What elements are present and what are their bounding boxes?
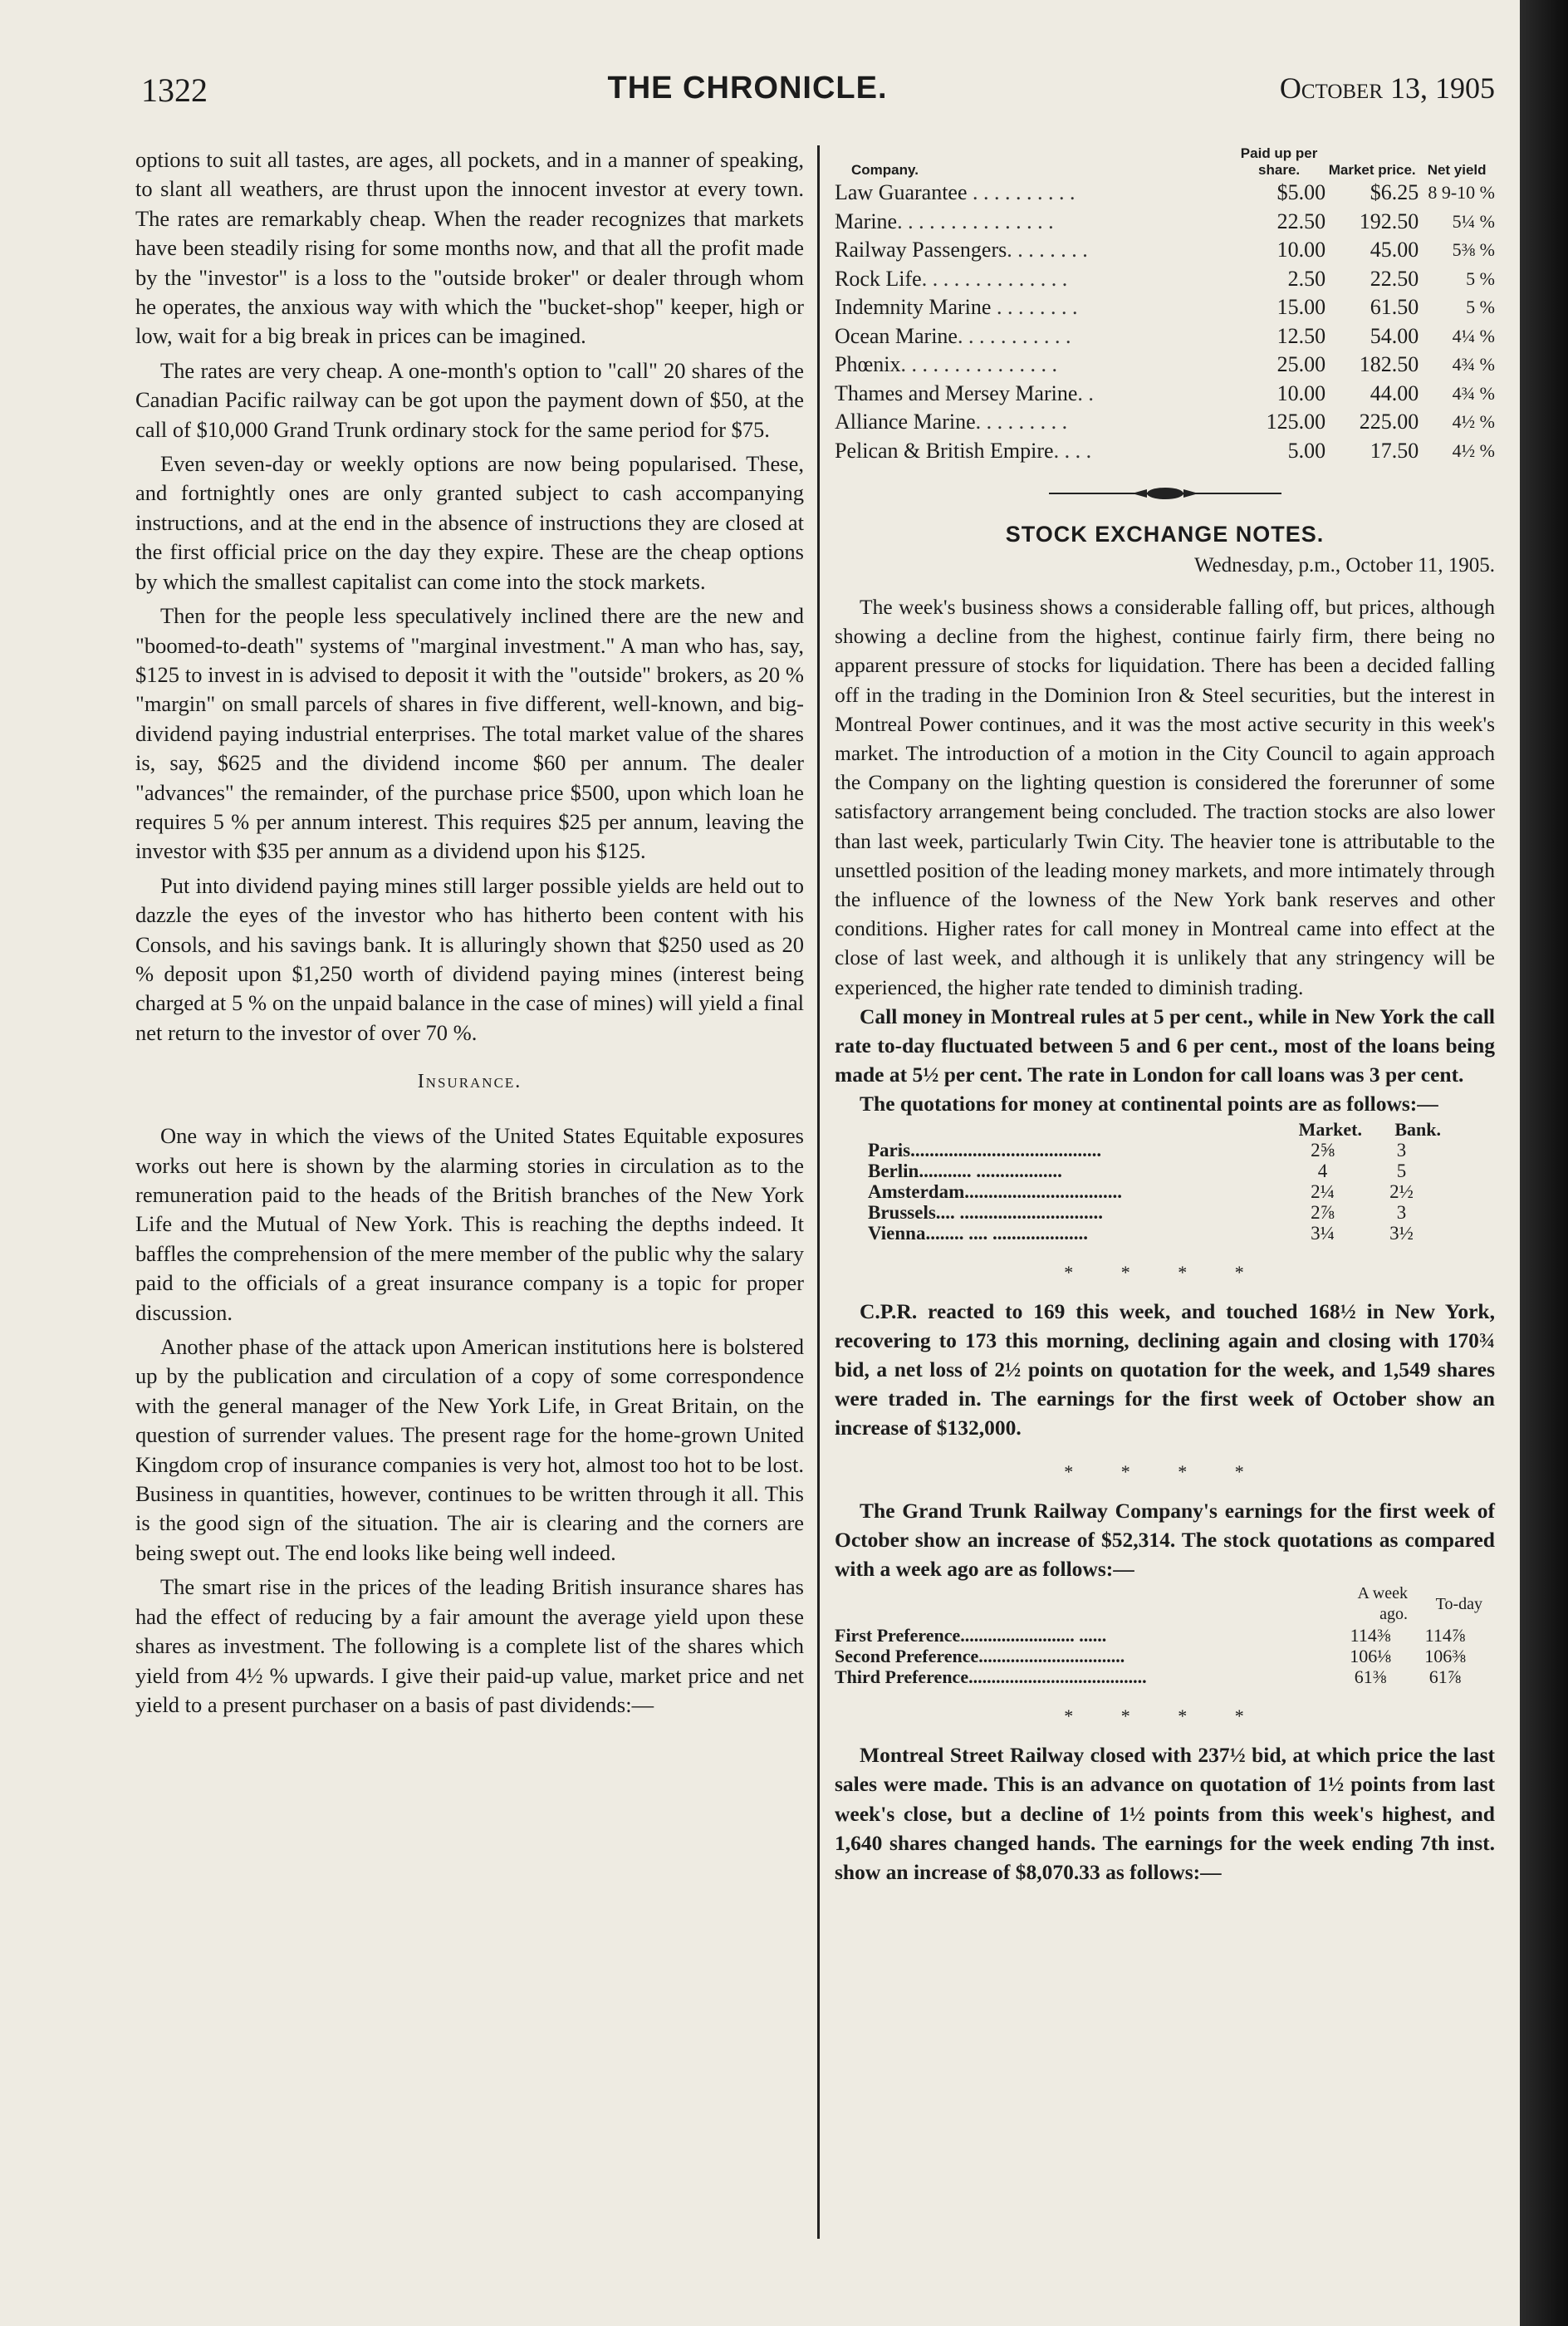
net-yield: 5 % [1466,267,1495,289]
header-market: Market price. [1328,162,1416,178]
paid-up-value: 15.00 [1276,295,1326,319]
leader-dots: . . [1077,380,1094,405]
article-paragraph: The week's business shows a considerable falling off, but prices, although showing a decline from the highest, continue fairly firm, there being no apparent pressure of stocks for liquidation. There has been a decided falling off in the trading in the Dominion Iron & Steel securities, but the interest in Montreal Power continues, and it was the most active security in this week's market. The introduction of a motion in the City Council to again approach the Company on the lighting question is considered the forerunner of some satisfactory arrangement being concluded. The traction stocks are also lower than last week, particularly Twin City. The heavier tone is attributable to the unsettled position of the leading money markets, and more intimately through the influence of the lowness of the New York bank reserves and other conditions. Higher rates for call money in Montreal came into effect at the close of last week, and although it is unlikely that any stringency will be experienced, the higher rate tended to diminish trading. [835,595,1495,999]
leader-dots: ......................... ...... [960,1625,1107,1646]
table-row [835,293,1495,322]
leader-dots: ........................................ [910,1139,1102,1161]
paid-up-value: 10.00 [1276,238,1326,262]
week-ago-price: 61⅜ [1354,1666,1387,1688]
stock-name: Second Preference [835,1646,979,1667]
paid-up-value: 12.50 [1276,323,1326,348]
header-market: Market. [1298,1118,1362,1140]
article-paragraph: options to suit all tastes, are ages, all pockets, and in a manner of speaking, to slant all weathers, are thrust upon the innocent investor at every town. The rates are remarkably cheap. When the reader recognizes that markets have been steadily rising for some months now, and that all the profit made by the "investor" is a loss to the "outside broker" or dealer through whom he operates, the anxious way with which the "bucket-shop" keeper, high or low, wait for a big break in prices can be imagined. [135,147,804,349]
market-rate: 4 [1317,1160,1328,1181]
paid-up-value: 2.50 [1287,266,1326,291]
table-header-row [868,1119,1441,1140]
leader-dots: . . . . . . . . [991,295,1078,319]
table-row [835,265,1495,294]
section-heading: Insurance. [417,1071,522,1093]
table-row [835,179,1495,208]
article-paragraph: Even seven-day or weekly options are now being popularised. These, and fortnightly ones are only granted subject to cash accompanying instructions, and at the end in the absence of instructions they are closed at the first official price on the day they expire. These are the cheap options by which the smallest capitalist can come into the stock markets. [135,451,804,594]
header-paid-up: Paid up per share. [1240,145,1318,178]
section-ornament [835,483,1495,508]
bank-rate: 3½ [1389,1222,1414,1244]
paid-up-value: $5.00 [1276,180,1326,204]
paid-up-value: 5.00 [1287,438,1326,463]
market-rate: 2¼ [1311,1180,1335,1202]
table-row [835,351,1495,380]
market-price: 192.50 [1359,209,1419,233]
article-paragraph: Then for the people less speculatively inclined there are the new and "boomed-to-death" systems of "marginal investment." A man who has, say, $125 to invest in is advised to deposit it with the "outside" brokers, as 20 % "margin" on small parcels of shares in five different, well-known, and big-dividend paying industrial enterprises. The total market value of the shares is, say, $625 and the dividend income $60 per annum. The dealer "advances" the remainder, of the purchase price $500, upon which loan he requires 5 % per annum interest. This requires $25 per annum, leaving the investor with $35 per annum as a dividend upon his $125. [135,603,804,864]
leader-dots: . . . . . . . . . . [967,180,1076,204]
column-divider [817,145,820,2239]
page-header [0,71,1495,120]
net-yield: 4¾ % [1452,382,1495,404]
market-price: 22.50 [1370,266,1419,291]
company-name: Pelican & British Empire [835,438,1054,463]
today-price: 61⅞ [1428,1666,1462,1688]
table-row [835,380,1495,409]
net-yield: 8 9-10 % [1428,182,1495,203]
paid-up-value: 25.00 [1276,352,1326,376]
table-row [835,437,1495,466]
city-name: Amsterdam [868,1180,965,1202]
net-yield: 5⅜ % [1452,239,1495,260]
city-name: Paris [868,1139,911,1161]
bank-rate: 3 [1396,1139,1407,1161]
stock-name: First Preference [835,1625,961,1646]
leader-dots: ................................ [978,1646,1125,1667]
article-paragraph: Montreal Street Railway closed with 237½ bid, at which price the last sales were made. This is an advance on quotation of 1½ points from last week's close, but a decline of 1½ points from this week's highest, and 1,640 shares changed hands. The earnings for the week ending 7th inst. show an increase of $8,070.33 as follows:— [835,1743,1495,1885]
market-price: 61.50 [1370,295,1419,319]
article-paragraph: C.P.R. reacted to 169 this week, and touched 168½ in New York, recovering to 173 this morning, declining again and closing with 170¾ bid, a net loss of 2½ points on quotation for the week, and 1,549 shares were traded in. The earnings for the first week of October show an increase of $132,000. [835,1298,1495,1440]
table-row [835,1646,1482,1666]
leader-dots: ....................................... [968,1666,1147,1688]
table-row [835,322,1495,351]
table-row [835,208,1495,237]
net-yield: 5¼ % [1452,210,1495,232]
week-ago-price: 106⅛ [1350,1646,1391,1667]
company-name: Thames and Mersey Marine [835,380,1078,405]
market-price: 45.00 [1370,238,1419,262]
company-name: Law Guarantee [835,180,968,204]
today-price: 114⅞ [1424,1625,1466,1646]
net-yield: 4½ % [1452,439,1495,461]
paid-up-value: 22.50 [1276,209,1326,233]
leader-dots: ........... .................. [919,1160,1062,1181]
table-row [868,1140,1441,1161]
leader-dots: . . . . . . . . . [975,410,1068,434]
table-row [835,408,1495,437]
right-column [835,145,1495,1887]
article-paragraph: The quotations for money at continental points are as follows:— [860,1092,1438,1116]
table-row [835,1666,1482,1687]
leader-dots: . . . . . . . . . . . [957,323,1071,348]
city-name: Berlin [868,1160,919,1181]
ornament-rule-icon [1049,483,1281,503]
company-name: Rock Life [835,266,922,291]
insurance-paragraph: One way in which the views of the United States Equitable exposures works out here is shown by the alarming stories in circulation as to the remuneration paid to the heads of the British branches of the New York Life and the Mutual of New York. This is reaching the depths indeed. It baffles the comprehension of the mere member of the public why the salary paid to the officials of a great insurance company is a topic for proper discussion. [135,1123,804,1325]
paid-up-value: 125.00 [1266,410,1326,434]
company-name: Phœnix [835,352,901,376]
issue-date: October 13, 1905 [1279,71,1495,105]
insurance-paragraph: The smart rise in the prices of the leading British insurance shares has had the effect of reducing by a fair amount the average yield upon these shares as investment. The following is a complete list of the shares which yield from 4½ % upwards. I give their paid-up value, market price and net yield to a present purchaser on a basis of past dividends:— [135,1574,804,1717]
bank-rate: 5 [1396,1160,1407,1181]
money-quotations-table [868,1119,1441,1244]
insurance-yield-table [835,145,1495,465]
market-price: 44.00 [1370,380,1419,405]
table-row [835,1625,1482,1646]
article-paragraph: The Grand Trunk Railway Company's earnings for the first week of October show an increase of $52,314. The stock quotations as compared with a week ago are as follows:— [835,1498,1495,1582]
table-header-row [835,1583,1482,1625]
week-ago-price: 114⅜ [1350,1625,1391,1646]
market-price: 17.50 [1370,438,1419,463]
scan-edge [1520,0,1568,2326]
company-name: Alliance Marine [835,410,976,434]
city-name: Brussels [868,1201,936,1223]
leader-dots: ................................. [964,1180,1122,1202]
market-price: 182.50 [1359,352,1419,376]
market-price: 54.00 [1370,323,1419,348]
company-name: Marine [835,209,898,233]
leader-dots: . . . . . . . . . . . . . . . [897,209,1054,233]
section-title: STOCK EXCHANGE NOTES. [1005,522,1325,547]
table-row [868,1181,1441,1202]
section-separator: * * * * [1064,1261,1266,1283]
leader-dots: . . . . . . . . . . . . . . [921,266,1068,291]
company-name: Ocean Marine [835,323,958,348]
journal-title: THE CHRONICLE. [607,71,888,106]
market-price: $6.25 [1370,180,1419,204]
header-week-ago: A week ago. [1357,1584,1408,1624]
table-row [868,1202,1441,1223]
left-column [135,145,804,1720]
market-rate: 2⅞ [1311,1201,1335,1223]
market-rate: 3¼ [1311,1222,1335,1244]
net-yield: 5 % [1466,297,1495,317]
market-rate: 2⅝ [1311,1139,1335,1161]
stock-name: Third Preference [835,1666,969,1688]
leader-dots: . . . . . . . . . . . . . . . [900,352,1057,376]
header-company: Company. [851,162,919,178]
bank-rate: 3 [1396,1201,1407,1223]
article-paragraph: Put into dividend paying mines still larger possible yields are held out to dazzle the eyes of the investor who has hitherto been content with his Consols, and his savings bank. It is alluringly shown that $250 used as 20 % deposit upon $1,250 worth of dividend paying mines (interest being charged at 5 % on the unpaid balance in the case of mines) will yield a final net return to the investor of over 70 %. [135,872,804,1045]
section-separator: * * * * [1064,1705,1266,1727]
today-price: 106⅜ [1424,1646,1466,1667]
table-row [868,1223,1441,1244]
city-name: Vienna [868,1222,926,1244]
bank-rate: 2½ [1389,1180,1414,1202]
company-name: Indemnity Marine [835,295,992,319]
grand-trunk-quotations-table [835,1583,1482,1687]
paid-up-value: 10.00 [1276,380,1326,405]
leader-dots: ........ .... .................... [925,1222,1088,1244]
table-row [835,236,1495,265]
section-separator: * * * * [1064,1460,1266,1482]
dateline: Wednesday, p.m., October 11, 1905. [1193,554,1495,577]
leader-dots: .... .............................. [935,1201,1104,1223]
net-yield: 4½ % [1452,411,1495,432]
company-name: Railway Passengers [835,238,1007,262]
market-price: 225.00 [1359,410,1419,434]
page-number: 1322 [141,71,208,109]
table-header-row [835,145,1495,179]
header-yield: Net yield [1427,162,1487,178]
leader-dots: . . . . [1053,438,1092,463]
insurance-paragraph: Another phase of the attack upon American institutions here is bolstered up by the publication and circulation of a copy of some correspondence with the general manager of the New York Life, in Great Britain, on the question of surrender values. The present rage for the home-grown United Kingdom crop of insurance companies is very hot, almost too hot to be lost. Business in quantities, however, continues to be written through it all. This is the good sign of the situation. The air is clearing and the corners are being swept out. The end looks like being well indeed. [135,1334,804,1565]
net-yield: 4¼ % [1452,325,1495,346]
header-bank: Bank. [1394,1118,1441,1140]
article-paragraph: The rates are very cheap. A one-month's option to "call" 20 shares of the Canadian Pacific railway can be got upon the payment down of $50, at the call of $10,000 Grand Trunk ordinary stock for the same period for $75. [135,357,804,442]
table-row [868,1161,1441,1181]
net-yield: 4¾ % [1452,354,1495,375]
leader-dots: . . . . . . . . [1007,238,1088,262]
article-paragraph: Call money in Montreal rules at 5 per cent., while in New York the call rate to-day fluctuated between 5 and 6 per cent., most of the loans being made at 5½ per cent. The rate in London for call loans was 3 per cent. [835,1004,1495,1087]
header-today: To-day [1435,1594,1482,1613]
